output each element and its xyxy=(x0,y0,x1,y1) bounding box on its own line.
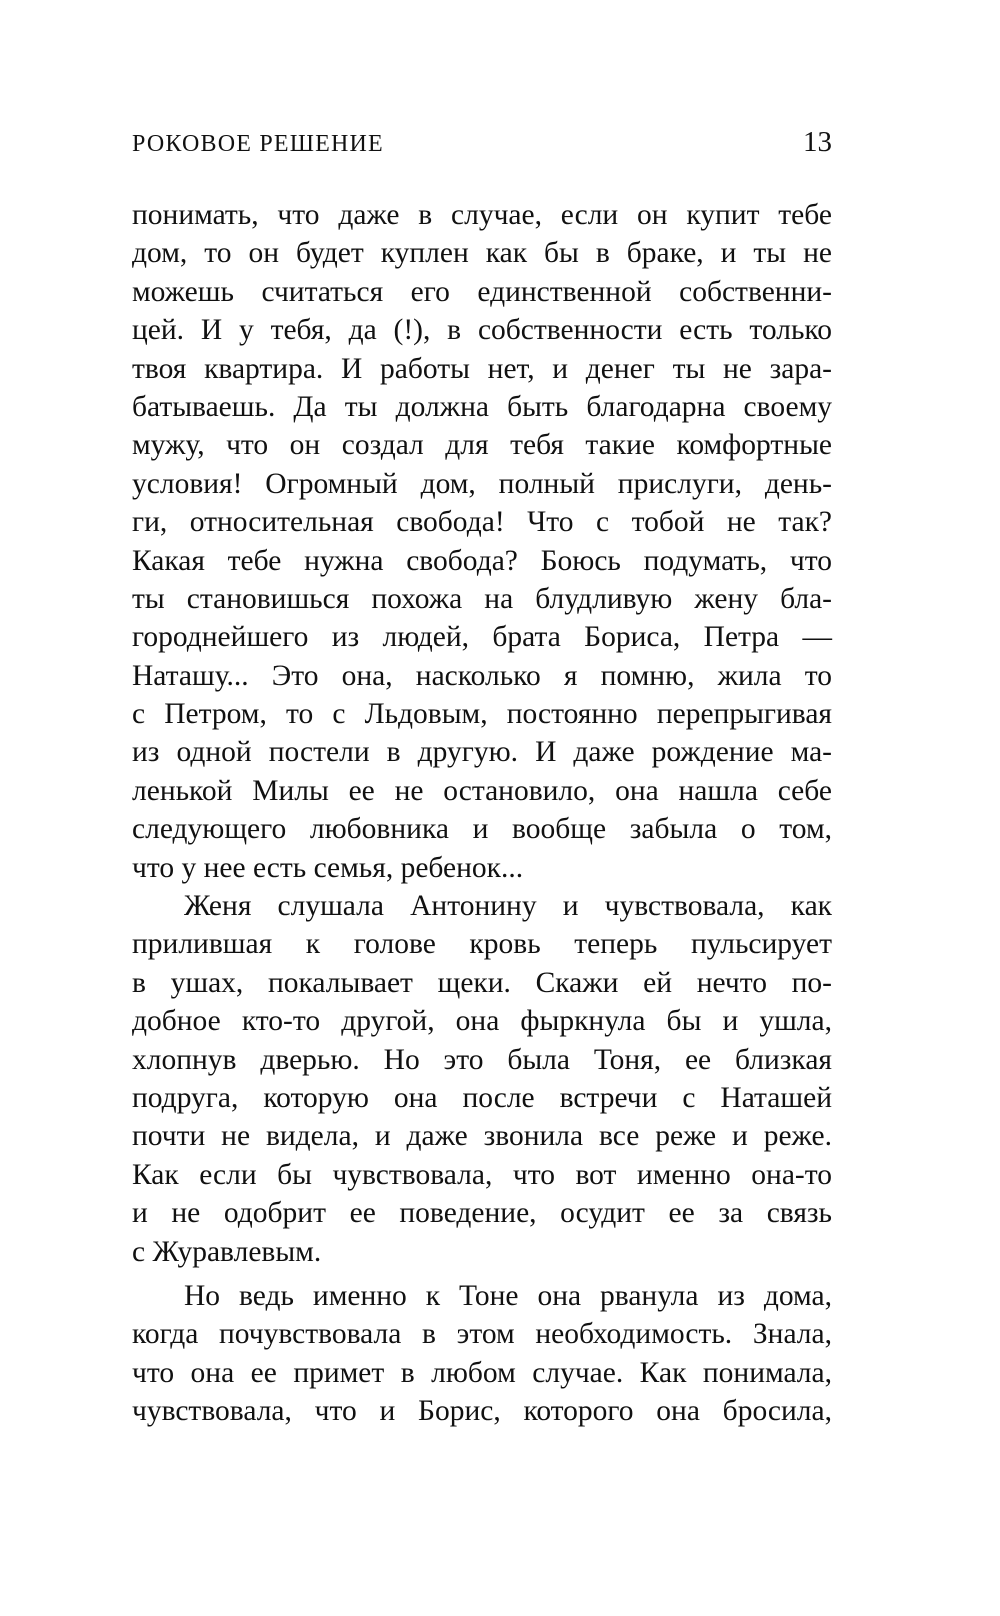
text-line: Как если бы чувствовала, что вот именно она-то xyxy=(132,1158,832,1191)
text-line: хлопнув дверью. Но это была Тоня, ее близкая xyxy=(132,1043,832,1076)
text-line: батываешь. Да ты должна быть благодарна своему xyxy=(132,390,832,423)
text-line: прилившая к голове кровь теперь пульсирует xyxy=(132,928,832,961)
text-line: с Журавлевым. xyxy=(132,1235,322,1268)
paragraph-1 xyxy=(132,196,832,887)
text-line: понимать, что даже в случае, если он купит тебе xyxy=(132,199,832,231)
paragraph-3 xyxy=(132,1277,832,1431)
text-line: что она ее примет в любом случае. Как понимала, xyxy=(132,1356,832,1389)
text-line: подруга, которую она после встречи с Наташей xyxy=(132,1081,832,1114)
text-line: почти не видела, и даже звонила все реже и реже. xyxy=(132,1120,832,1153)
text-line: следующего любовника и вообще забыла о том, xyxy=(132,813,832,846)
text-line: из одной постели в другую. И даже рождение ма- xyxy=(132,736,832,769)
text-line: Наташу... Это она, насколько я помню, жила то xyxy=(132,659,832,692)
text-line: когда почувствовала в этом необходимость. Знала, xyxy=(132,1318,832,1351)
text-line: в ушах, покалывает щеки. Скажи ей нечто по- xyxy=(132,966,832,999)
text-line: цей. И у тебя, да (!), в собственности есть только xyxy=(132,314,832,347)
text-line: дом, то он будет куплен как бы в браке, и ты не xyxy=(132,237,832,270)
text-line: можешь считаться его единственной собственни- xyxy=(132,275,832,308)
text-line: городнейшего из людей, брата Бориса, Петра — xyxy=(132,621,832,654)
text-line: чувствовала, что и Борис, которого она бросила, xyxy=(132,1395,832,1428)
paragraph-2 xyxy=(132,887,832,1271)
text-line: Но ведь именно к Тоне она рванула из дома, xyxy=(184,1279,832,1312)
text-line: твоя квартира. И работы нет, и денег ты не зара- xyxy=(132,352,832,385)
text-line: и не одобрит ее поведение, осудит ее за связь xyxy=(132,1197,832,1230)
text-line: Какая тебе нужна свобода? Боюсь подумать, что xyxy=(132,544,832,577)
text-line: ги, относительная свобода! Что с тобой не так? xyxy=(132,506,832,539)
text-line: мужу, что он создал для тебя такие комфортные xyxy=(132,429,832,462)
page-header xyxy=(132,126,832,166)
text-line: с Петром, то с Льдовым, постоянно перепрыгивая xyxy=(132,698,832,731)
text-line: что у нее есть семья, ребенок... xyxy=(132,851,524,884)
body-text xyxy=(132,196,832,1431)
running-title: РОКОВОЕ РЕШЕНИЕ xyxy=(132,131,384,157)
text-line: добное кто-то другой, она фыркнула бы и ушла, xyxy=(132,1005,832,1038)
text-line: ленькой Милы ее не остановило, она нашла себе xyxy=(132,774,832,807)
page-number: 13 xyxy=(803,126,832,158)
text-line: условия! Огромный дом, полный прислуги, день- xyxy=(132,467,832,500)
text-line: ты становишься похожа на блудливую жену бла- xyxy=(132,582,832,615)
text-line: Женя слушала Антонину и чувствовала, как xyxy=(184,890,832,923)
